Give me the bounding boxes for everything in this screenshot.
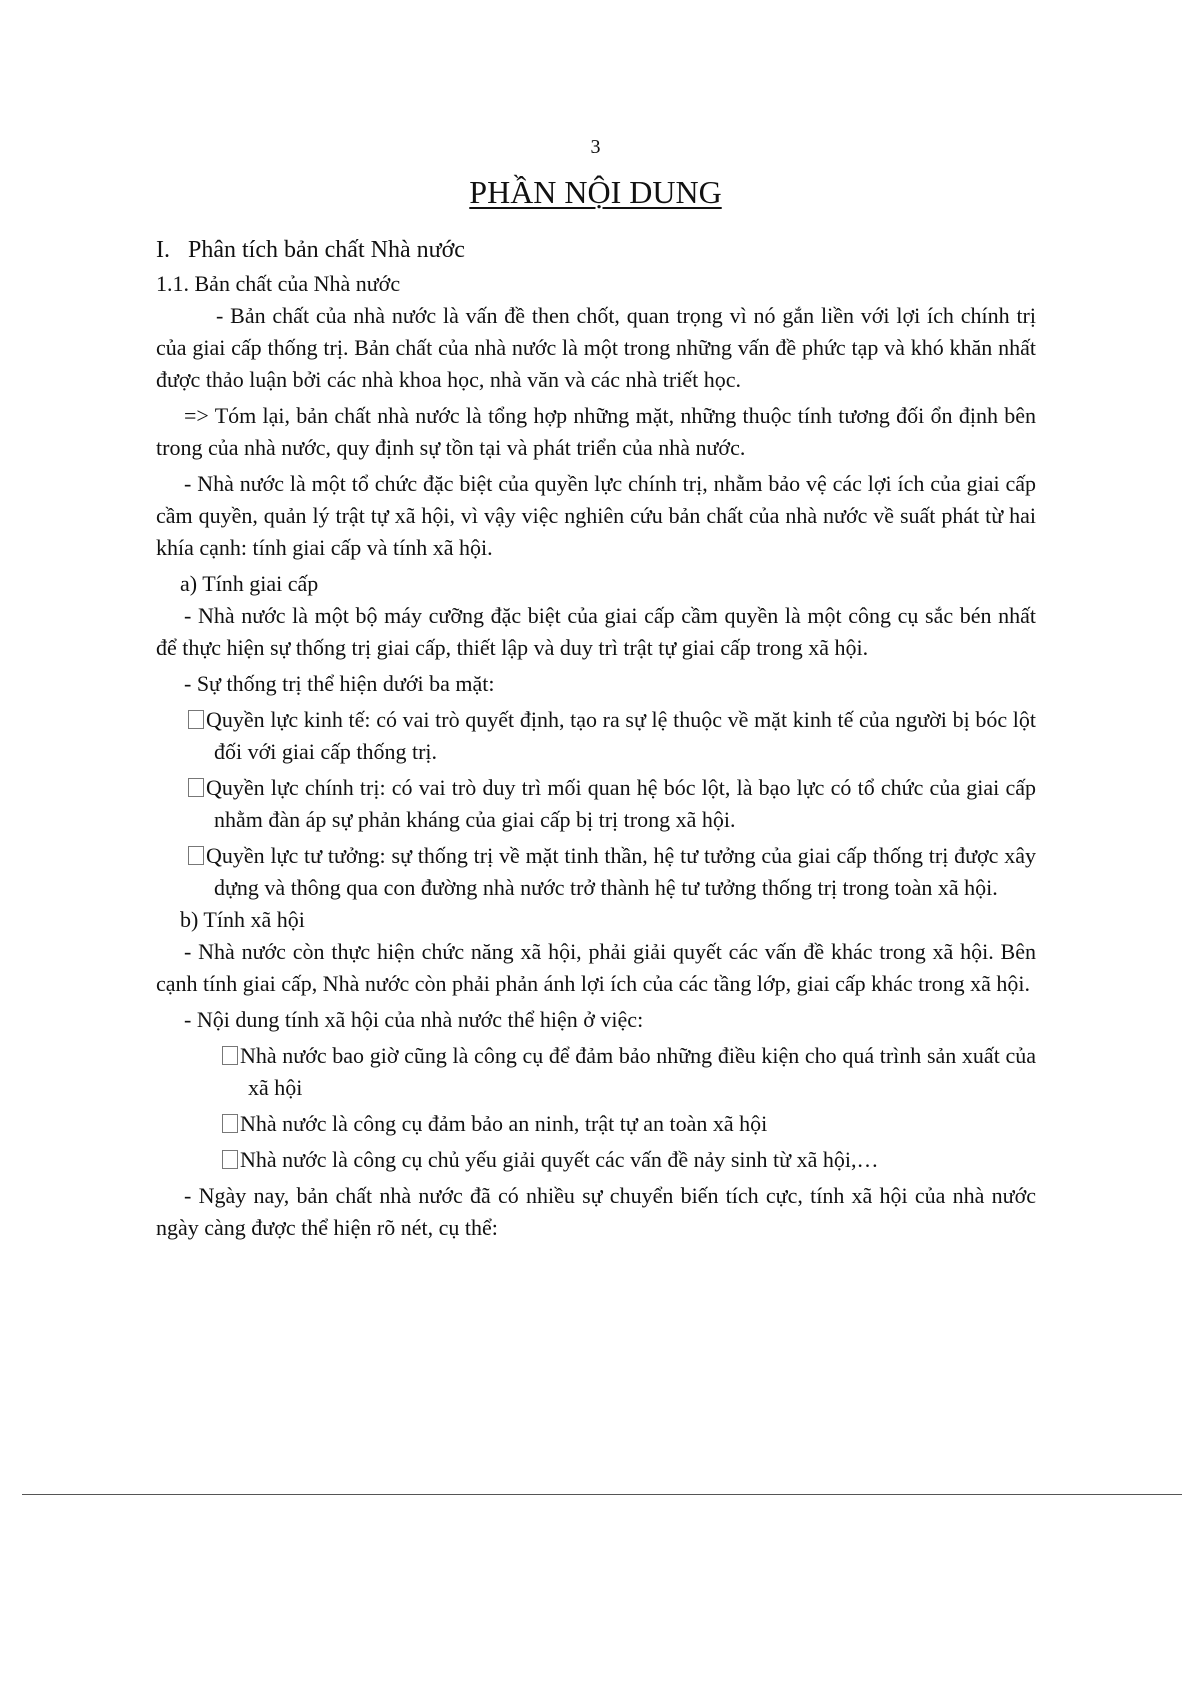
paragraph-summary: => Tóm lại, bản chất nhà nước là tổng hợp những mặt, những thuộc tính tương đối ổn định bên trong của nhà nước, quy định sự tồn tại và phát triển của nhà nước.	[156, 403, 1036, 460]
bullet-item	[156, 840, 1036, 904]
bullet-text: Nhà nước là công cụ chủ yếu giải quyết các vấn đề nảy sinh từ xã hội,…	[240, 1147, 879, 1172]
bullet-box-icon	[222, 1150, 238, 1169]
section-title: I. Phân tích bản chất Nhà nước	[156, 237, 465, 263]
bullet-text: Nhà nước bao giờ cũng là công cụ để đảm bảo những điều kiện cho quá trình sản xuất của xã hội	[240, 1043, 1036, 1100]
bullet-box-icon	[188, 778, 204, 797]
bullet-text: Quyền lực chính trị: có vai trò duy trì mối quan hệ bóc lột, là bạo lực có tổ chức của giai cấp nhằm đàn áp sự phản kháng của giai cấp bị trị trong xã hội.	[206, 775, 1036, 832]
paragraph-6: - Nhà nước còn thực hiện chức năng xã hội, phải giải quyết các vấn đề khác trong xã hội. Bên cạnh tính giai cấp, Nhà nước còn phải phản ánh lợi ích của các tầng lớp, giai cấp khác trong xã hội.	[156, 939, 1036, 996]
bullet-item	[156, 704, 1036, 768]
paragraph-3: - Nhà nước là một tổ chức đặc biệt của quyền lực chính trị, nhằm bảo vệ các lợi ích của giai cấp cầm quyền, quản lý trật tự xã hội, vì vậy việc nghiên cứu bản chất của nhà nước về suất phát từ hai khía cạnh: tính giai cấp và tính xã hội.	[156, 471, 1036, 560]
bullet-item	[156, 1144, 1036, 1176]
subheading-b: b) Tính xã hội	[180, 907, 305, 932]
bullet-text: Nhà nước là công cụ đảm bảo an ninh, trật tự an toàn xã hội	[240, 1111, 768, 1136]
paragraph-1: - Bản chất của nhà nước là vấn đề then chốt, quan trọng vì nó gắn liền với lợi ích chính trị của giai cấp thống trị. Bản chất của nhà nước là một trong những vấn đề phức tạp và khó khăn nhất được thảo luận bởi các nhà khoa học, nhà văn và các nhà triết học.	[156, 303, 1036, 392]
bullet-box-icon	[188, 846, 204, 865]
paragraph-4: - Nhà nước là một bộ máy cưỡng đặc biệt của giai cấp cầm quyền là một công cụ sắc bén nhất để thực hiện sự thống trị giai cấp, thiết lập và duy trì trật tự giai cấp trong xã hội.	[156, 603, 1036, 660]
page-number: 3	[590, 136, 601, 158]
footer-divider	[22, 1494, 1182, 1495]
bullet-item	[156, 1108, 1036, 1140]
bullet-text: Quyền lực tư tưởng: sự thống trị về mặt tinh thần, hệ tư tưởng của giai cấp thống trị được xây dựng và thông qua con đường nhà nước trở thành hệ tư tưởng thống trị trong toàn xã hội.	[206, 843, 1036, 900]
bullet-text: Quyền lực kinh tế: có vai trò quyết định, tạo ra sự lệ thuộc về mặt kinh tế của người bị bóc lột đối với giai cấp thống trị.	[206, 707, 1036, 764]
bullet-item	[156, 772, 1036, 836]
bullet-box-icon	[222, 1046, 238, 1065]
subsection-title: 1.1. Bản chất của Nhà nước	[156, 271, 401, 296]
paragraph-8: - Ngày nay, bản chất nhà nước đã có nhiều sự chuyển biến tích cực, tính xã hội của nhà nước ngày càng được thể hiện rõ nét, cụ thể:	[156, 1183, 1036, 1240]
page-heading: PHẦN NỘI DUNG	[469, 174, 722, 210]
bullet-item	[156, 1040, 1036, 1104]
document-body	[156, 234, 1036, 1244]
bullet-box-icon	[188, 710, 204, 729]
subheading-a: a) Tính giai cấp	[180, 571, 319, 596]
paragraph-5: - Sự thống trị thể hiện dưới ba mặt:	[184, 671, 495, 696]
paragraph-7: - Nội dung tính xã hội của nhà nước thể hiện ở việc:	[184, 1007, 644, 1032]
bullet-box-icon	[222, 1114, 238, 1133]
